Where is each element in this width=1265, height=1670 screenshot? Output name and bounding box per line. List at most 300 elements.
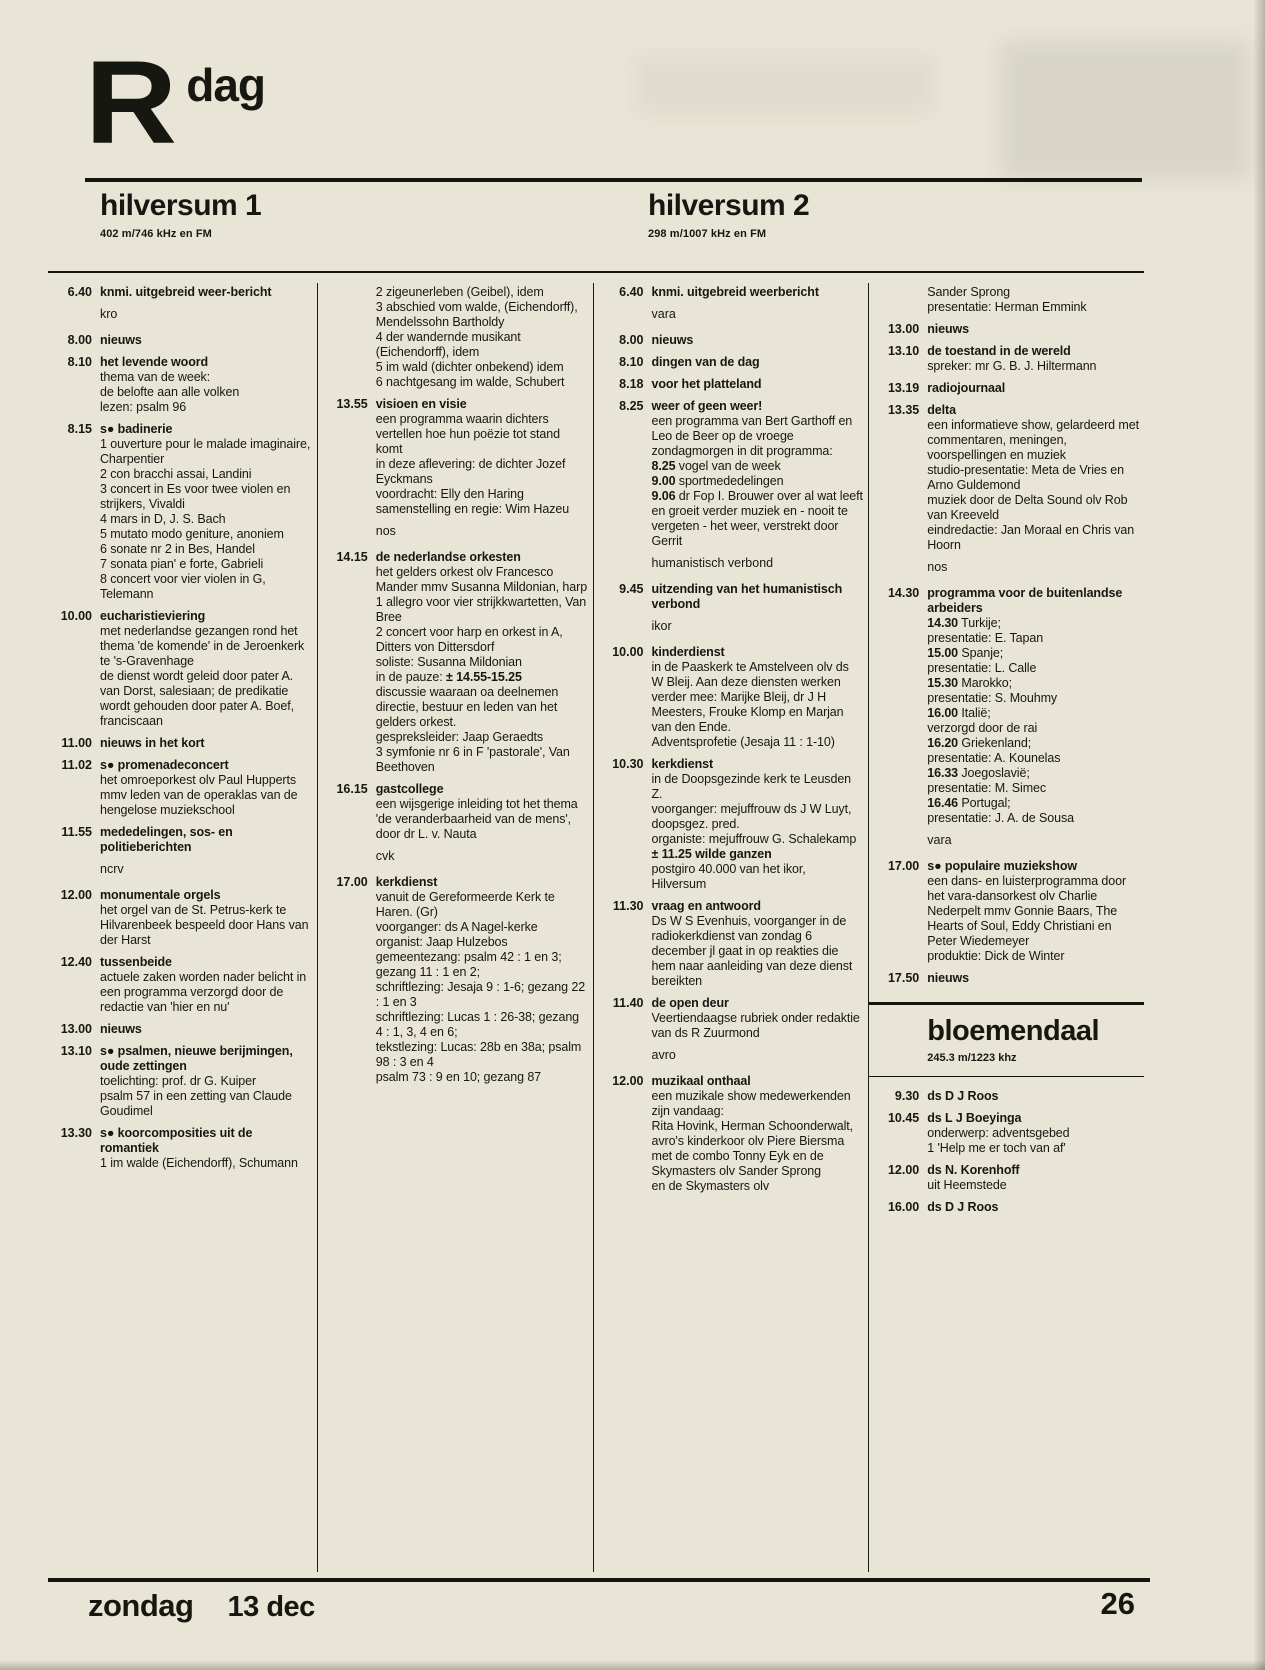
program-body [376,782,588,842]
program-entry [324,782,588,842]
footer-date: 13 dec [227,1591,315,1623]
scan-bleedthrough [1000,40,1250,180]
program-body [652,645,864,750]
program-body [652,285,864,300]
program-body [100,1022,312,1037]
program-line: muziek door de Delta Sound olv Rob van Kreeveld [927,493,1128,522]
program-body [100,333,312,348]
program-line [652,489,864,549]
program-title: kinderdienst [651,645,725,659]
network-label: humanistisch verbond [651,556,774,570]
program-line: voorganger: ds A Nagel-kerke [375,920,538,934]
program-line: 3 symfonie nr 6 in F 'pastorale', Van Beethoven [375,745,570,774]
program-body [927,1111,1139,1156]
program-entry [48,955,312,1015]
program-title: dingen van de dag [651,355,760,369]
scan-bleedthrough-2 [635,55,935,115]
station-name: hilversum 2 [648,189,810,222]
substation-header [927,1014,1139,1064]
network-label: nos [375,524,396,538]
program-line: vanuit de Gereformeerde Kerk te Haren. (Gr) [375,890,555,919]
station-header-hilversum-2 [596,189,1144,240]
program-body [376,875,588,1085]
program-column-4 [868,283,1144,1572]
program-entry [48,888,312,948]
program-line: spreker: mr G. B. J. Hiltermann [927,359,1097,373]
program-line: Ds W S Evenhuis, voorganger in de radiokerkdienst van zondag 6 december jl gaat in op reakties die hem naar aanleiding van deze dienst bereikten [651,914,853,988]
program-body [652,757,864,892]
program-body [100,758,312,818]
program-line: psalm 73 : 9 en 10; gezang 87 [375,1070,542,1084]
program-time: 11.40 [612,996,644,1010]
program-body [927,381,1139,396]
program-time: 8.10 [619,355,644,369]
program-line: met nederlandse gezangen rond het thema 'de komende' in de Jeroenkerk te 's-Gravenhage [100,624,305,668]
program-time: 13.10 [887,344,920,358]
program-title: nieuws [100,333,142,347]
bold-segment: 15.30 [927,676,959,690]
program-line: tekstlezing: Lucas: 28b en 38a; psalm 98 : 3 en 4 [375,1040,582,1069]
program-line: gemeentezang: psalm 42 : 1 en 3; gezang 11 : 1 en 2; [375,950,562,979]
program-line: verzorgd door de rai [927,721,1038,735]
program-entry [600,285,864,300]
page-logo [85,37,265,169]
program-column-3 [593,283,869,1572]
program-body [652,582,864,612]
program-body [100,955,312,1015]
program-line: Veertiendaagse rubriek onder redaktie van ds R Zuurmond [651,1011,860,1040]
program-line: samenstelling en regie: Wim Hazeu [375,502,570,516]
network-label: nos [927,560,948,574]
program-body [927,586,1139,826]
program-line [376,670,588,685]
program-entry [600,899,864,989]
program-line: eindredactie: Jan Moraal en Chris van Hoorn [927,523,1135,552]
program-title: s● psalmen, nieuwe berijmingen, oude zettingen [100,1044,293,1073]
program-entry [875,1089,1139,1104]
program-line: produktie: Dick de Winter [927,949,1065,963]
program-body [376,397,588,517]
text-segment: vogel van de week [675,459,781,473]
program-entry [875,586,1139,826]
program-time: 13.35 [887,403,920,417]
program-listings [48,283,1144,1572]
bold-segment: 14.30 [927,616,959,630]
bold-segment: 15.00 [927,646,959,660]
program-time: 13.10 [60,1044,92,1058]
program-title: kerkdienst [651,757,714,771]
program-line: voordracht: Elly den Haring [375,487,524,501]
program-time: 9.30 [894,1089,920,1103]
program-time: 17.50 [887,971,920,985]
program-line: presentatie: S. Mouhmy [927,691,1058,705]
program-title: het levende woord [100,355,209,369]
network-label: kro [100,307,118,321]
program-body [652,377,864,392]
program-line: 1 allegro voor vier strijkkwartetten, Van Bree [375,595,587,624]
program-entry [600,333,864,348]
program-time [324,285,368,390]
program-body [100,1044,312,1119]
program-time: 13.00 [60,1022,92,1036]
network-label: vara [927,833,952,847]
network-label: cvk [375,849,395,863]
program-line: een wijsgerige inleiding tot het thema 'de veranderbaarheid van de mens', door dr L. v. Nauta [375,797,578,841]
program-line: 2 zigeunerleben (Geibel), idem [375,285,544,299]
program-title: nieuws [927,971,970,985]
text-segment: Griekenland; [958,736,1032,750]
text-segment: Marokko; [958,676,1013,690]
program-line: organist: Jaap Hulzebos [375,935,508,949]
scan-edge-bottom [0,1660,1265,1670]
program-line: actuele zaken worden nader belicht in een programma verzorgd door de redactie van 'hier en nu' [100,970,307,1014]
bold-segment: 16.00 [927,706,959,720]
program-body [927,322,1139,337]
program-title: visioen en visie [375,397,467,411]
program-entry [600,377,864,392]
text-segment: dr Fop I. Brouwer over al wat leeft en groeit verder muziek en - nooit te vergeten - het weer, verstrekt door Gerrit [651,489,863,548]
program-line: 5 mutato modo geniture, anoniem [100,527,284,541]
program-title: uitzending van het humanistisch verbond [651,582,843,611]
program-entry [48,355,312,415]
program-line: 5 im wald (dichter onbekend) idem [375,360,564,374]
program-title: mededelingen, sos- en politieberichten [100,825,233,854]
program-body [652,1074,864,1194]
program-title: s● populaire muziekshow [927,859,1077,873]
program-time: 11.02 [61,758,92,772]
program-line [652,474,864,489]
program-entry [600,1074,864,1194]
program-line [927,796,1139,811]
program-body [927,403,1139,553]
program-column-1 [48,283,317,1572]
header-rule [85,178,1142,182]
program-title: eucharistieviering [100,609,206,623]
program-time: 10.00 [60,609,92,623]
program-line: een informatieve show, gelardeerd met commentaren, meningen, voorspellingen en muziek [927,418,1139,462]
program-title: de nederlandse orkesten [375,550,521,564]
program-line: discussie waaraan oa deelnemen directie, bestuur en leden van het gelders orkest. [375,685,559,729]
program-line: en de Skymasters olv [651,1179,769,1193]
program-time: 6.40 [619,285,644,299]
program-line: Rita Hovink, Herman Schoonderwalt, avro's kinderkoor olv Piere Biersma met de combo Tonny Eyk en de Skymasters olv Sander Sprong [651,1119,854,1178]
program-line: 3 concert in Es voor twee violen en strijkers, Vivaldi [100,482,291,511]
bold-segment: ± 14.55-15.25 [446,670,522,684]
program-line [927,706,1139,721]
program-line: presentatie: L. Calle [927,661,1037,675]
program-title: s● promenadeconcert [100,758,229,772]
program-entry [875,403,1139,553]
program-title: weer of geen weer! [651,399,763,413]
substation-frequency: 245.3 m/1223 khz [927,1051,1017,1064]
program-entry [48,609,312,729]
program-body [927,285,1139,315]
program-line [927,676,1139,691]
station-name: hilversum 1 [100,189,262,222]
program-line: 6 sonate nr 2 in Bes, Handel [100,542,255,556]
program-body [100,1126,312,1171]
program-line: ds D J Roos [927,1089,999,1103]
program-title: nieuws [651,333,694,347]
text-segment: Italië; [958,706,991,720]
program-title: kerkdienst [375,875,438,889]
logo-letter-r: R [85,37,171,169]
text-segment: Portugal; [958,796,1011,810]
bold-segment: 8.25 [651,459,676,473]
program-line: het orgel van de St. Petrus-kerk te Hilvarenbeek bespeeld door Hans van der Harst [100,903,309,947]
program-time: 6.40 [67,285,92,299]
program-body [927,1163,1139,1193]
program-time: 8.15 [67,422,92,436]
program-time: 17.00 [887,859,920,873]
program-line: in deze aflevering: de dichter Jozef Eyckmans [375,457,566,486]
program-body [927,1089,1139,1104]
program-line [927,646,1139,661]
program-body [652,899,864,989]
bold-segment: 16.33 [927,766,959,780]
footer-rule [48,1578,1150,1582]
program-title: knmi. uitgebreid weerbericht [651,285,819,299]
program-line: een dans- en luisterprogramma door het vara-dansorkest olv Charlie Nederpelt mmv Gonnie Baars, The Hearts of Soul, Eddy Christiani en Peter Wiedemeyer [927,874,1127,948]
program-time: 16.00 [887,1200,920,1214]
program-line: postgiro 40.000 van het ikor, Hilversum [651,862,806,891]
program-title: muzikaal onthaal [651,1074,751,1088]
program-time: 13.19 [887,381,920,395]
program-entry [600,399,864,549]
program-time: 12.40 [60,955,92,969]
program-body [927,344,1139,374]
program-line: het omroeporkest olv Paul Hupperts mmv leden van de operaklas van de hengelose muziekschool [100,773,298,817]
program-entry [875,1163,1139,1193]
program-line: 8 concert voor vier violen in G, Telemann [100,572,266,601]
network-label: avro [651,1048,676,1062]
program-time: 8.10 [67,355,92,369]
station-frequency: 402 m/746 kHz en FM [100,228,212,240]
program-column-2 [317,283,593,1572]
program-title: knmi. uitgebreid weer-bericht [100,285,272,299]
program-time: 8.18 [619,377,644,391]
program-line: 4 der wandernde musikant (Eichendorff), idem [375,330,521,359]
program-time: 12.00 [60,888,92,902]
program-line: een muzikale show medewerkenden zijn vandaag: [651,1089,851,1118]
program-line: thema van de week: [100,370,211,384]
program-line: presentatie: M. Simec [927,781,1047,795]
program-line: een programma van Bert Garthoff en Leo de Beer op de vroege zondagmorgen in dit programma: [651,414,853,458]
program-line: studio-presentatie: Meta de Vries en Arno Guldemond [927,463,1124,492]
logo-dag-text: dag [186,59,265,111]
program-title: de toestand in de wereld [927,344,1071,358]
program-time: 11.30 [612,899,644,913]
bold-segment: 9.06 [651,489,676,503]
text-segment: Turkije; [958,616,1001,630]
footer-day: zondag [88,1588,194,1623]
page-number: 26 [1100,1586,1135,1621]
program-body [100,825,312,855]
substation-name: bloemendaal [927,1014,1100,1047]
program-entry [875,381,1139,396]
section-rule [869,1002,1144,1005]
program-time: 10.00 [612,645,644,659]
program-entry [48,333,312,348]
program-line: psalm 57 in een zetting van Claude Goudimel [100,1089,292,1118]
program-line: de belofte aan alle volken [100,385,240,399]
program-title: tussenbeide [100,955,172,969]
program-entry [324,550,588,775]
program-line [927,766,1139,781]
program-line: 2 con bracchi assai, Landini [100,467,252,481]
program-line: ds L J Boeyinga [927,1111,1022,1125]
text-segment: sportmededelingen [675,474,784,488]
program-time [875,285,919,315]
program-line: presentatie: E. Tapan [927,631,1044,645]
scan-edge-right [1253,0,1265,1670]
program-title: radiojournaal [927,381,1006,395]
program-title: nieuws in het kort [100,736,205,750]
program-line: ds D J Roos [927,1200,999,1214]
program-entry [600,645,864,750]
program-body [100,736,312,751]
program-body [652,399,864,549]
program-body [652,996,864,1041]
program-entry [48,1044,312,1119]
program-body [100,285,312,300]
bold-segment: 16.46 [927,796,959,810]
program-line: 6 nachtgesang im walde, Schubert [375,375,565,389]
program-entry [875,322,1139,337]
program-entry [48,736,312,751]
program-body [100,422,312,602]
program-line: lezen: psalm 96 [100,400,187,414]
program-line: schriftlezing: Jesaja 9 : 1-6; gezang 22 : 1 en 3 [375,980,586,1009]
program-line: soliste: Susanna Mildonian [375,655,522,669]
program-title: de open deur [651,996,729,1010]
program-line [652,459,864,474]
program-line: presentatie: A. Kounelas [927,751,1061,765]
columns-top-rule [48,271,1144,273]
program-title: gastcollege [375,782,444,796]
program-body [652,355,864,370]
program-entry [600,996,864,1041]
program-body [100,355,312,415]
program-body [100,888,312,948]
program-title: nieuws [927,322,970,336]
program-line [927,616,1139,631]
program-body [376,550,588,775]
program-entry [324,875,588,1085]
program-line: 1 'Help me er toch van af' [927,1141,1066,1155]
program-title: nieuws [100,1022,142,1036]
program-body [927,859,1139,964]
program-line: 3 abschied vom walde, (Eichendorff), Mendelssohn Bartholdy [375,300,578,329]
program-time: 16.15 [336,782,368,796]
program-body [927,971,1139,986]
station-frequency: 298 m/1007 kHz en FM [648,228,767,240]
text-segment: Spanje; [958,646,1004,660]
program-time: 14.30 [887,586,920,600]
program-body [100,609,312,729]
program-entry [48,825,312,855]
program-entry [875,285,1139,315]
program-line: de dienst wordt geleid door pater A. van Dorst, salesiaan; de predikatie wordt gehouden door pater A. Boef, franciscaan [100,669,294,728]
program-line [927,736,1139,751]
program-line: toelichting: prof. dr G. Kuiper [100,1074,257,1088]
program-entry [600,582,864,612]
program-time: 13.00 [887,322,920,336]
program-time: 9.45 [619,582,644,596]
program-entry [600,355,864,370]
program-title: s● koorcomposities uit de romantiek [100,1126,253,1155]
program-line: in de Paaskerk te Amstelveen olv ds W Bleij. Aan deze diensten werken verder mee: Marijke Bleij, dr J H Meesters, Frouke Klomp en Marjan van den Ende. [651,660,849,734]
program-time: 12.00 [887,1163,920,1177]
program-body [927,1200,1139,1215]
program-line: het gelders orkest olv Francesco Mander mmv Susanna Mildonian, harp [375,565,588,594]
program-line: ds N. Korenhoff [927,1163,1020,1177]
program-entry [48,1022,312,1037]
program-title: voor het platteland [651,377,762,391]
station-headers [48,189,1144,240]
network-label: ncrv [100,862,124,876]
program-line: schriftlezing: Lucas 1 : 26-38; gezang 4 : 1, 3, 4 en 6; [375,1010,580,1039]
program-title: programma voor de buitenlandse arbeiders [927,586,1123,615]
program-entry [875,1200,1139,1215]
program-line: onderwerp: adventsgebed [927,1126,1070,1140]
program-title: monumentale orgels [100,888,221,902]
section-rule-thin [869,1076,1144,1078]
program-time: 8.00 [619,333,644,347]
program-time: 14.15 [336,550,368,564]
program-line: 1 im walde (Eichendorff), Schumann [100,1156,298,1170]
program-line: ± 11.25 wilde ganzen [651,847,772,861]
program-time: 8.00 [67,333,92,347]
program-line: 1 ouverture pour le malade imaginaire, Charpentier [100,437,311,466]
text-segment: Joegoslavië; [958,766,1030,780]
program-entry [324,285,588,390]
program-line: gespreksleider: Jaap Geraedts [375,730,544,744]
program-line: uit Heemstede [927,1178,1007,1192]
program-entry [48,758,312,818]
program-time: 10.45 [887,1111,920,1125]
program-time: 13.30 [60,1126,92,1140]
program-line: 4 mars in D, J. S. Bach [100,512,226,526]
program-line: presentatie: J. A. de Sousa [927,811,1074,825]
text-segment: in de pauze: [375,670,447,684]
program-entry [875,1111,1139,1156]
program-line: 7 sonata pian' e forte, Gabrieli [100,557,264,571]
program-title: delta [927,403,956,417]
program-time: 10.30 [612,757,644,771]
program-line: Sander Sprong [927,285,1011,299]
program-line: 2 concert voor harp en orkest in A, Ditters von Dittersdorf [375,625,563,654]
program-line: Adventsprofetie (Jesaja 11 : 1-10) [651,735,835,749]
program-time: 11.55 [61,825,92,839]
network-label: vara [651,307,676,321]
program-time: 11.00 [61,736,92,750]
program-time: 8.25 [619,399,644,413]
program-body [652,333,864,348]
program-entry [875,971,1139,986]
program-entry [600,757,864,892]
program-time: 13.55 [336,397,368,411]
program-line: in de Doopsgezinde kerk te Leusden Z. [651,772,852,801]
program-entry [48,1126,312,1171]
program-body [376,285,588,390]
bold-segment: 16.20 [927,736,959,750]
program-entry [48,285,312,300]
program-line: voorganger: mejuffrouw ds J W Luyt, doopsgez. pred. [651,802,852,831]
program-title: s● badinerie [100,422,173,436]
program-title: vraag en antwoord [651,899,761,913]
program-entry [324,397,588,517]
